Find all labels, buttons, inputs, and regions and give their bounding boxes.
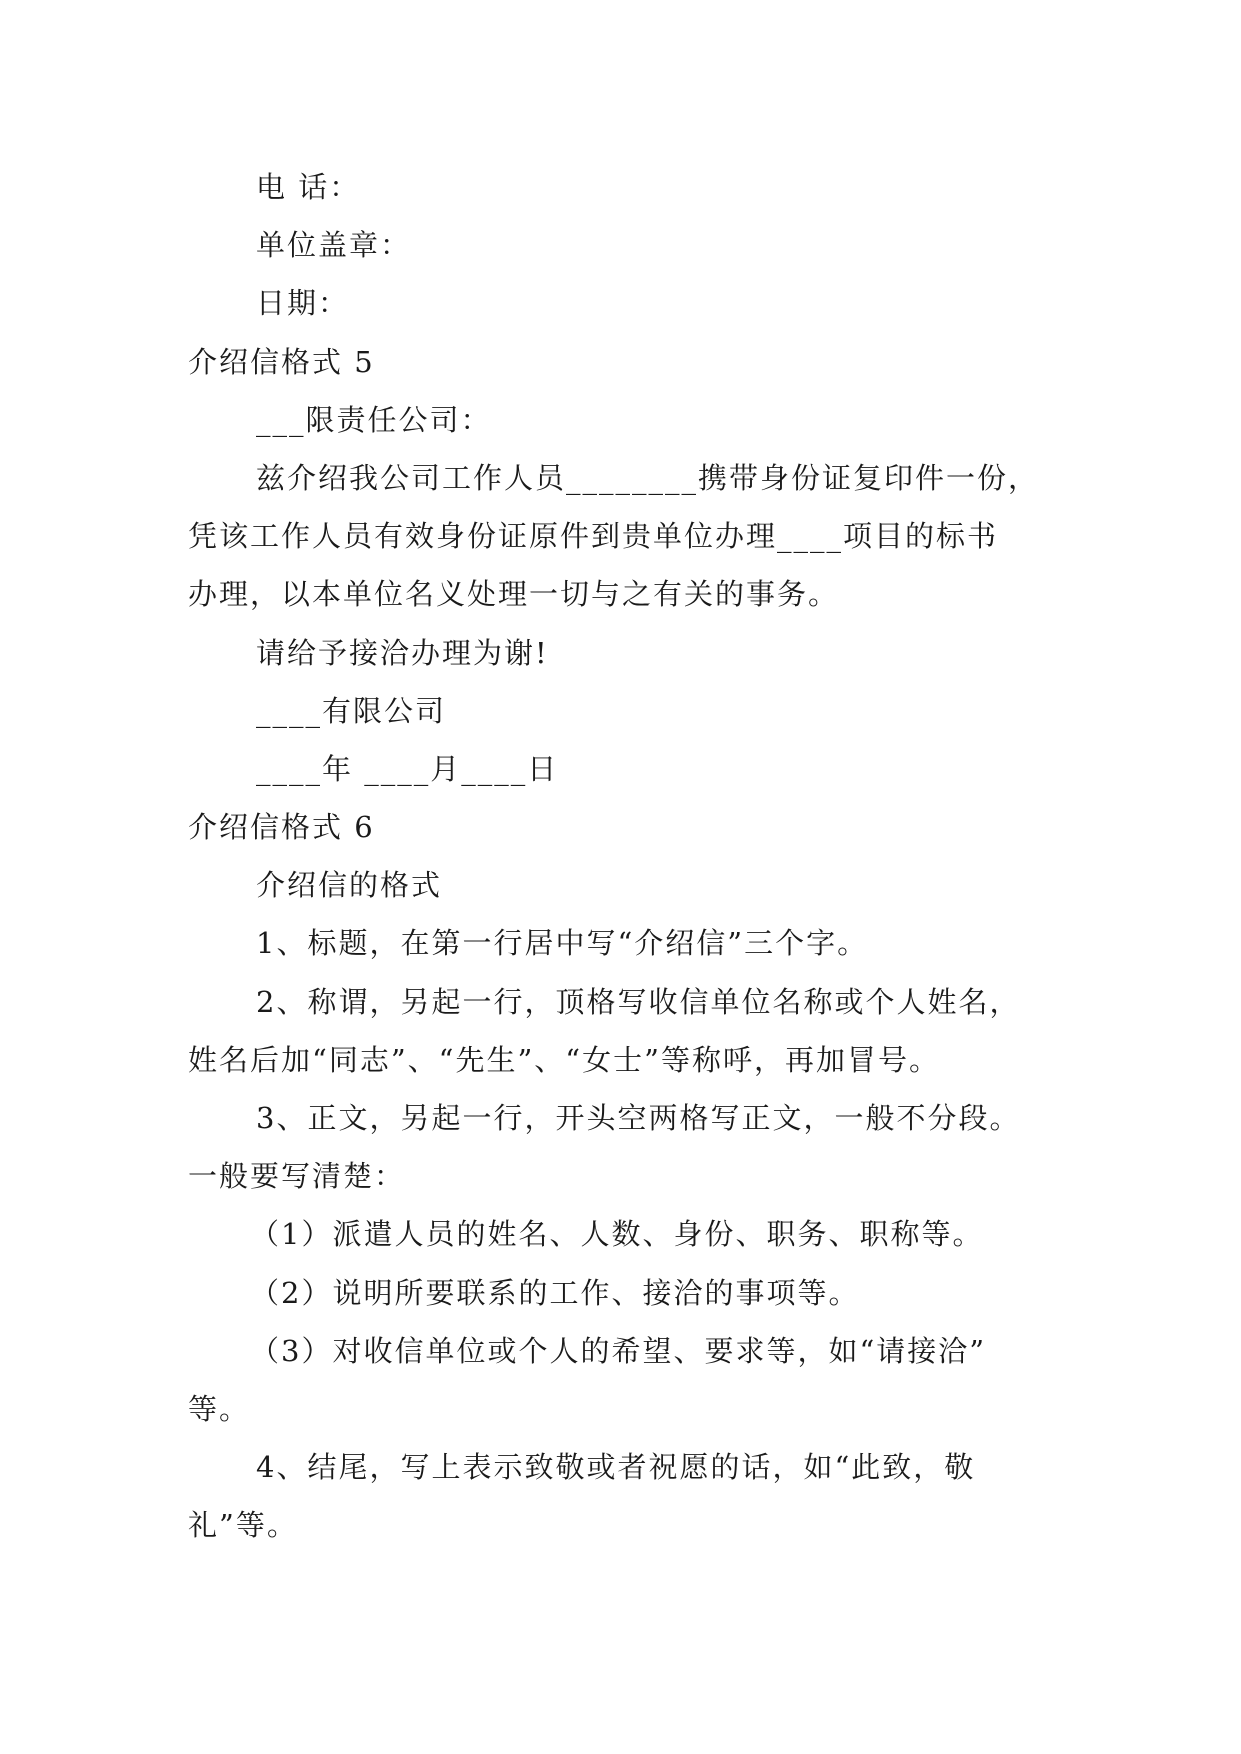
date-label: 日期： (256, 286, 350, 321)
section-heading-format-5: 介绍信格式 5 (188, 344, 375, 379)
signature-company: ____有限公司 (256, 693, 447, 728)
sub-list-item: （2）说明所要联系的工作、接洽的事项等。 (250, 1275, 860, 1310)
list-item: 2、称谓，另起一行，顶格写收信单位名称或个人姓名， (256, 984, 1021, 1019)
sub-list-item: （3）对收信单位或个人的希望、要求等，如“请接洽” (250, 1333, 987, 1368)
list-item: 1、标题，在第一行居中写“介绍信”三个字。 (256, 926, 869, 961)
unit-seal-label: 单位盖章： (256, 228, 412, 263)
sub-list-item-continuation: 等。 (188, 1391, 251, 1426)
recipient-salutation: ___限责任公司： (256, 402, 492, 437)
body-paragraph-line: 兹介绍我公司工作人员________携带身份证复印件一份， (256, 460, 1040, 495)
list-item-continuation: 一般要写清楚： (188, 1159, 406, 1194)
list-item: 3、正文，另起一行，开头空两格写正文，一般不分段。 (256, 1101, 1021, 1135)
section-heading-format-6: 介绍信格式 6 (188, 810, 375, 845)
subheading: 介绍信的格式 (256, 868, 443, 903)
list-item: 4、结尾，写上表示致敬或者祝愿的话，如“此致，敬 (256, 1450, 976, 1485)
list-item-continuation: 礼”等。 (188, 1508, 298, 1543)
list-item-continuation: 姓名后加“同志”、“先生”、“女士”等称呼，再加冒号。 (188, 1042, 940, 1077)
body-paragraph-line: 凭该工作人员有效身份证原件到贵单位办理____项目的标书 (188, 519, 999, 554)
sub-list-item: （1）派遣人员的姓名、人数、身份、职务、职称等。 (250, 1217, 984, 1252)
phone-label: 电 话： (256, 170, 361, 204)
signature-date: ____年 ____月____日 (256, 751, 559, 786)
closing-request: 请给予接洽办理为谢! (256, 635, 549, 670)
body-paragraph-line: 办理，以本单位名义处理一切与之有关的事务。 (188, 577, 840, 612)
document-page (188, 158, 1068, 1555)
